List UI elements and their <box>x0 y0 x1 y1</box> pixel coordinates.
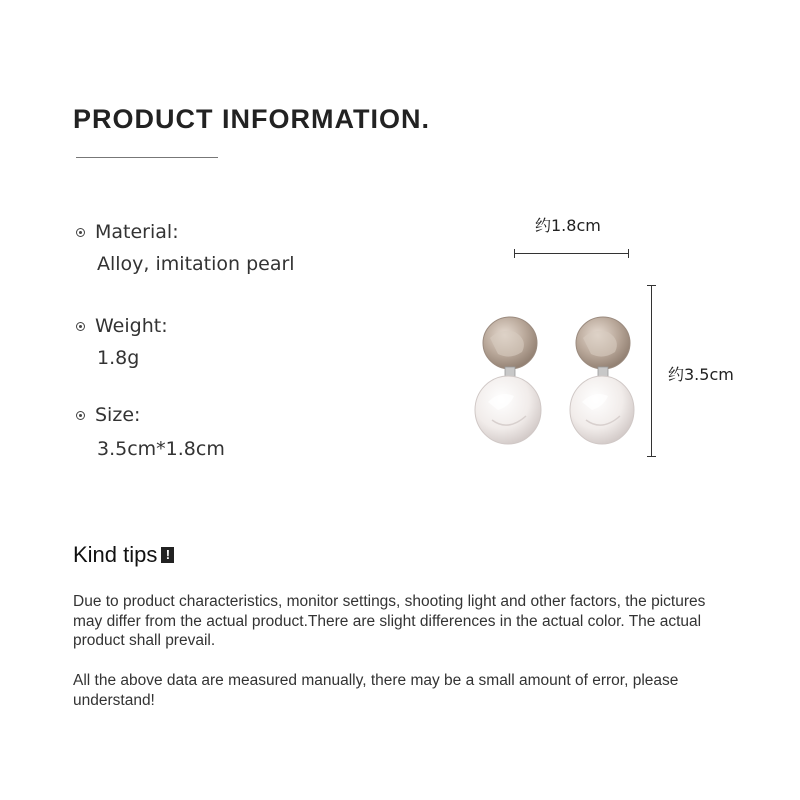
bullet-icon <box>76 228 85 237</box>
spec-label: Material: <box>95 221 179 243</box>
right-earring <box>570 317 634 444</box>
bullet-icon <box>76 411 85 420</box>
kind-tips-label: Kind tips <box>73 542 158 567</box>
exclamation-icon: ! <box>161 547 174 563</box>
spec-label: Size: <box>95 404 141 426</box>
page-title: PRODUCT INFORMATION. <box>73 104 430 134</box>
spec-value: 1.8g <box>97 347 140 369</box>
spec-value: 3.5cm*1.8cm <box>97 438 225 460</box>
spec-material <box>76 221 295 275</box>
spec-weight <box>76 315 168 369</box>
earrings-product-image <box>470 310 645 455</box>
height-dimension-line <box>651 285 652 457</box>
height-dimension-label: 约3.5cm <box>668 365 734 384</box>
spec-label: Weight: <box>95 315 168 337</box>
width-dimension-label: 约1.8cm <box>535 216 601 235</box>
spec-value: Alloy, imitation pearl <box>97 253 295 275</box>
tips-paragraph-1: Due to product characteristics, monitor settings, shooting light and other factors, the pictures may differ from the actual product.There are slight differences in the actual color. The actual product shall prevail. <box>73 593 706 649</box>
bullet-icon <box>76 322 85 331</box>
kind-tips-heading <box>73 542 174 568</box>
left-earring <box>475 317 541 444</box>
spec-size <box>76 404 225 460</box>
width-dimension-line <box>514 253 629 254</box>
title-underline <box>76 157 218 158</box>
tips-paragraph-2: All the above data are measured manually, there may be a small amount of error, please understand! <box>73 672 679 709</box>
